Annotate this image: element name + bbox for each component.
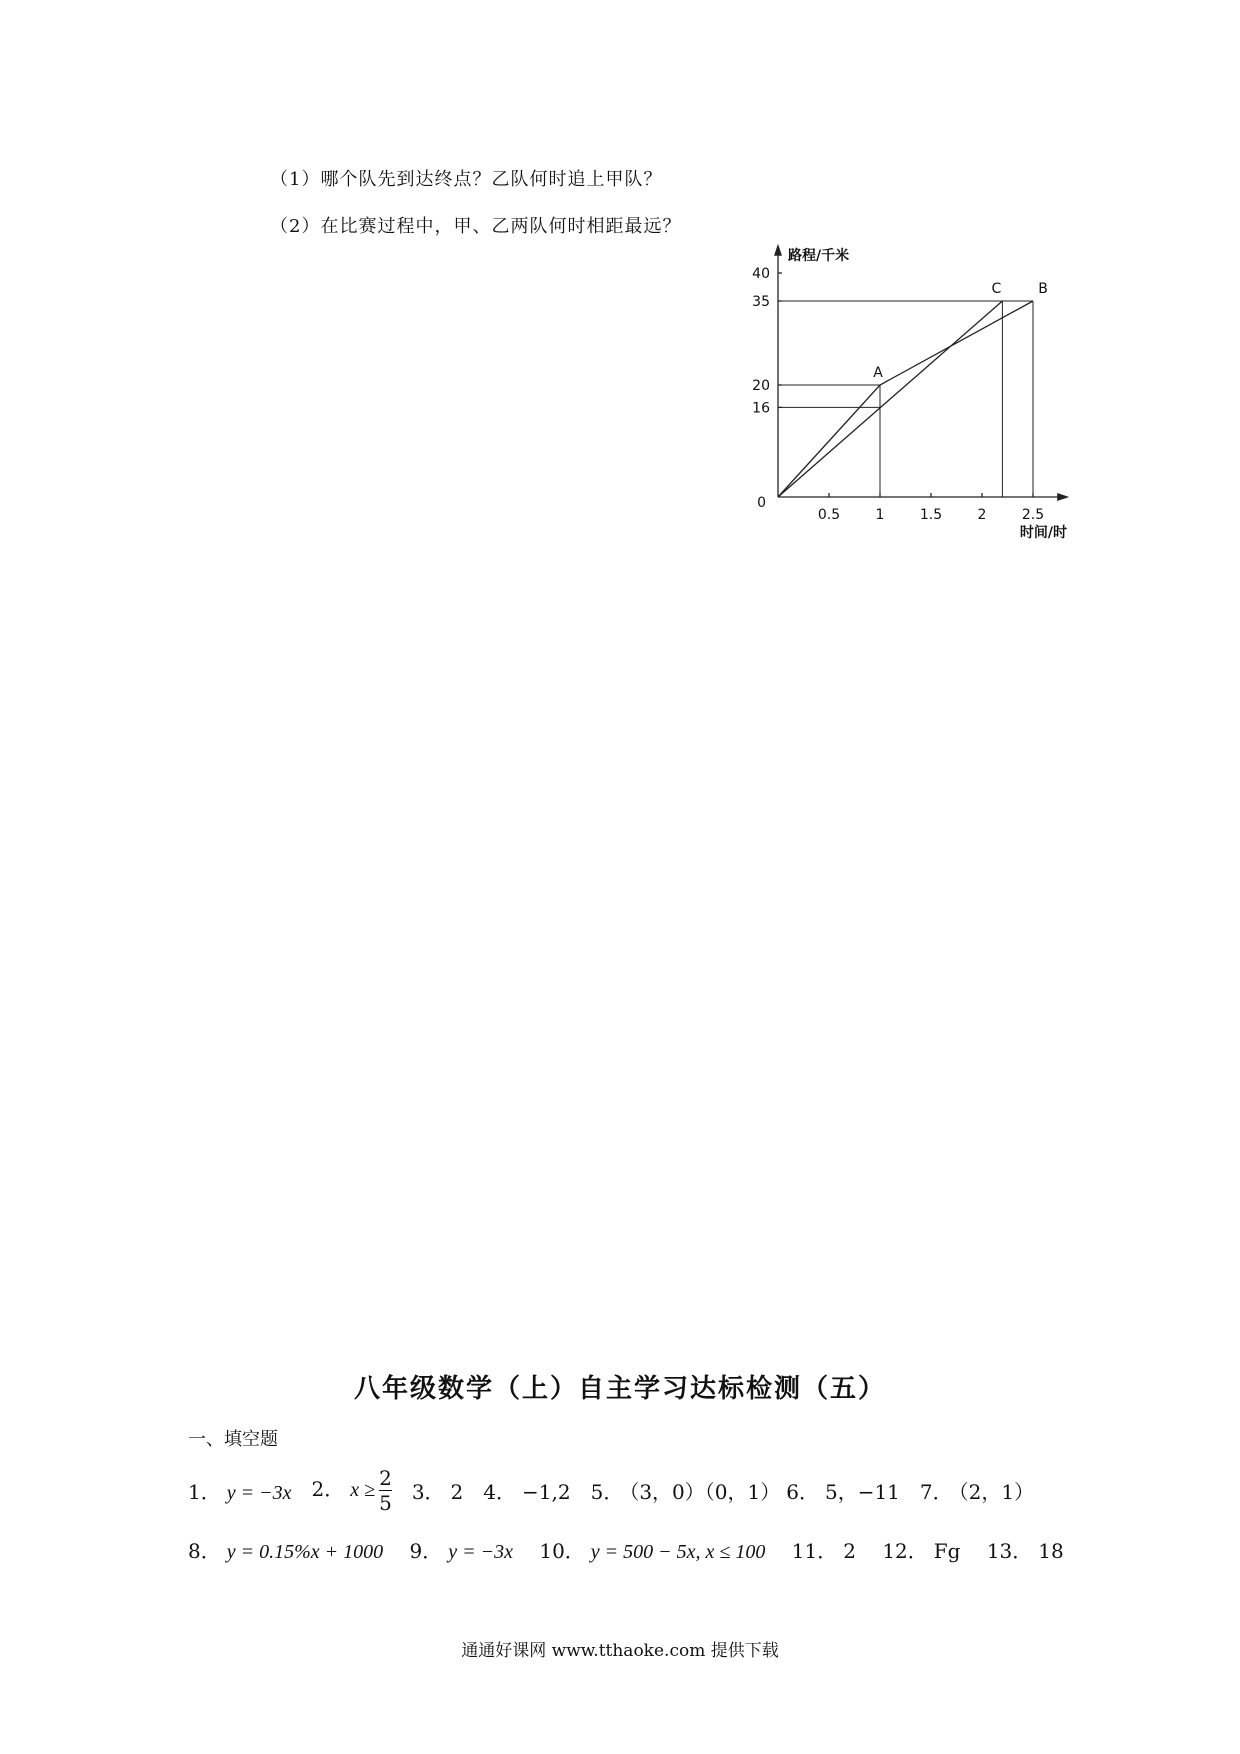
answer-7: 7． （2，1） xyxy=(919,1479,1035,1504)
distance-time-graph xyxy=(740,235,1080,545)
x-tick-label: 1.5 xyxy=(919,507,943,523)
point-label-A: A xyxy=(873,365,883,381)
question-1: （1）哪个队先到达终点？乙队何时追上甲队？ xyxy=(270,169,663,190)
section-heading: 一、填空题 xyxy=(188,1429,278,1450)
y-axis-arrow xyxy=(774,244,782,256)
answer-12: 12． Fg xyxy=(882,1539,961,1563)
answer-1: 1． y = −3x xyxy=(188,1479,292,1504)
footer-text: 通通好课网 www.tthaoke.com 提供下载 xyxy=(461,1641,779,1661)
answer-2: 2． x ≥ $\frac{2}{5}$ xyxy=(311,1465,392,1515)
page-title: 八年级数学（上）自主学习达标检测（五） xyxy=(353,1374,886,1404)
answer-6: 6． 5，−11 xyxy=(786,1479,900,1504)
origin-label: 0 xyxy=(757,495,766,511)
point-label-B: B xyxy=(1038,281,1048,297)
answer-line-2 xyxy=(188,1535,1084,1564)
x-tick-label: 2 xyxy=(977,507,987,523)
series-line-1 xyxy=(778,301,1033,497)
answer-4: 4． −1,2 xyxy=(483,1479,571,1504)
fraction: $\frac{2}{5}$ xyxy=(379,1465,392,1515)
answer-11: 11． 2 xyxy=(791,1539,856,1563)
answer-5: 5． （3，0）（0，1） xyxy=(590,1479,781,1504)
x-axis-title: 时间/时 xyxy=(1019,525,1067,541)
answer-3: 3． 2 xyxy=(411,1479,464,1504)
answer-9: 9． y = −3x xyxy=(409,1539,513,1563)
series-line-2 xyxy=(778,301,1002,497)
x-tick-label: 2.5 xyxy=(1021,507,1045,523)
answer-10: 10． y = 500 − 5x, x ≤ 100 xyxy=(539,1539,766,1563)
y-tick-label: 20 xyxy=(752,378,770,394)
answer-8: 8． y = 0.15%x + 1000 xyxy=(188,1539,384,1563)
y-tick-label: 16 xyxy=(752,400,770,417)
y-tick-label: 35 xyxy=(752,294,770,310)
x-axis-arrow xyxy=(1057,493,1069,501)
answer-line-1 xyxy=(188,1455,1054,1525)
series-lines xyxy=(778,301,1033,497)
y-tick-label: 40 xyxy=(752,266,770,282)
x-tick-label: 0.5 xyxy=(817,507,841,523)
question-2: （2）在比赛过程中，甲、乙两队何时相距最远？ xyxy=(270,216,682,237)
guide-lines xyxy=(778,301,1033,497)
y-axis-title: 路程/千米 xyxy=(788,247,850,264)
point-label-C: C xyxy=(991,281,1002,297)
x-tick-label: 1 xyxy=(875,507,885,523)
answer-13: 13． 18 xyxy=(986,1539,1064,1563)
